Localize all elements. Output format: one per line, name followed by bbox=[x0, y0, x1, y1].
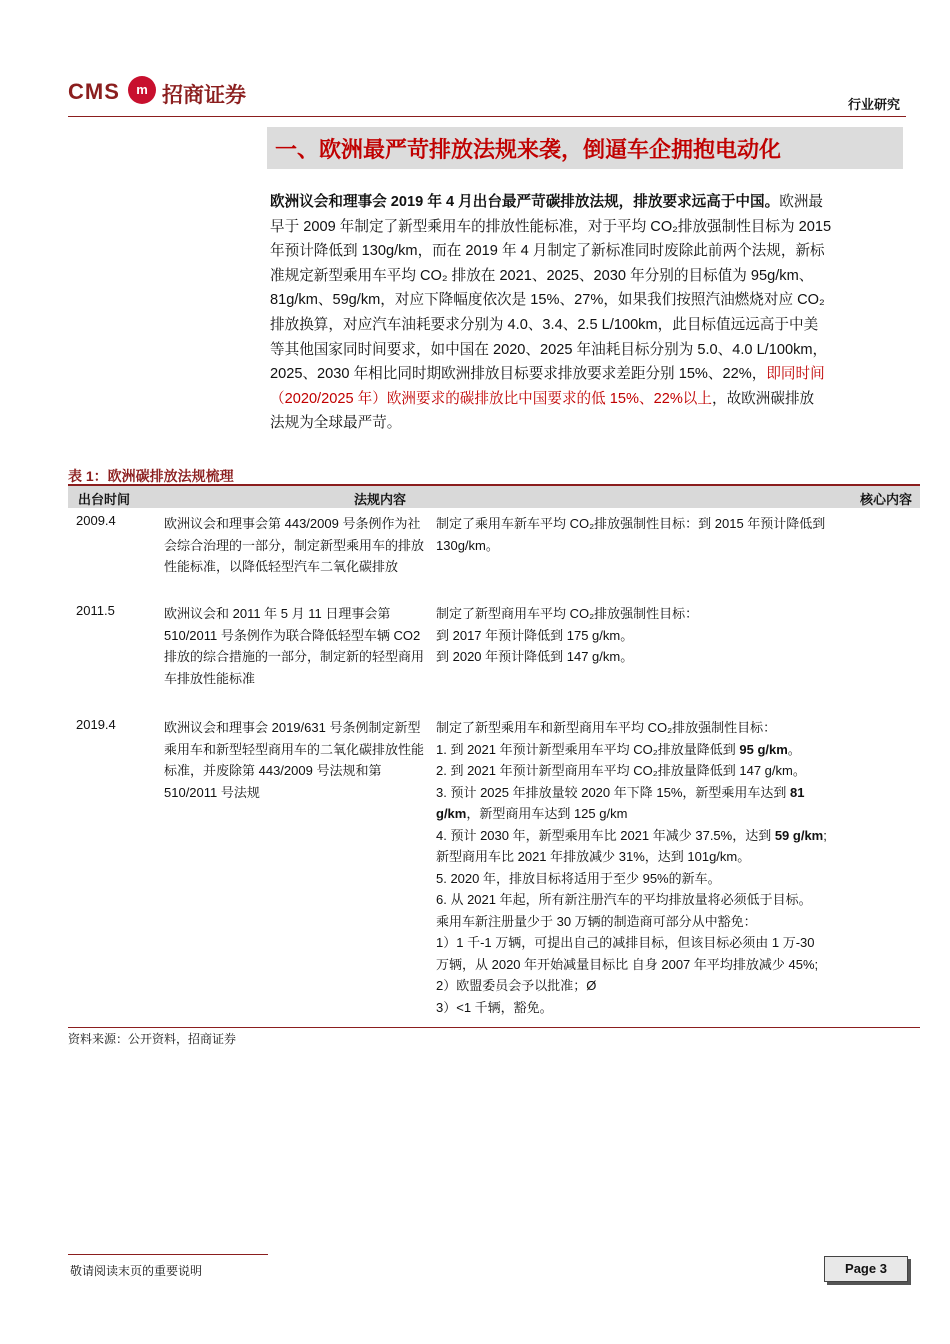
table-title: 表 1：欧洲碳排放法规梳理 bbox=[68, 468, 234, 484]
footer-disclaimer-link[interactable]: 敬请阅读末页的重要说明 bbox=[70, 1264, 203, 1278]
logo-text-cn: 招商证券 bbox=[162, 82, 246, 107]
logo-text-en: CMS bbox=[68, 79, 120, 104]
para-lead: 欧洲议会和理事会 2019 年 4 月出台最严苛碳排放法规，排放要求远高于中国。 bbox=[270, 194, 780, 210]
core-line: 3. 预计 2025 年排放量较 2020 年下降 15%，新型乘用车达到 81 bbox=[436, 784, 805, 800]
logo-mark-icon: m bbox=[128, 76, 156, 104]
footer-divider bbox=[68, 1254, 268, 1255]
table-row bbox=[68, 598, 920, 712]
regulation-table bbox=[68, 484, 920, 1022]
core-line: 2. 到 2021 年预计新型商用车平均 CO₂排放量降低到 147 g/km。 bbox=[436, 763, 806, 778]
table-row bbox=[68, 712, 920, 1022]
para-line bbox=[270, 387, 902, 412]
header-date: 出台时间 bbox=[78, 492, 131, 507]
para-line: 81g/km、59g/km，对应下降幅度依次是 15%、27%，如果我们按照汽油燃烧对应 CO₂ bbox=[270, 292, 825, 309]
core-line: 到 2017 年预计降低到 175 g/km。 bbox=[436, 627, 634, 643]
para-text: 2025、2030 年相比同时期欧洲排放目标要求排放要求差距分别 15%、22%， bbox=[270, 366, 767, 383]
body-paragraph bbox=[270, 190, 902, 436]
core-line: 新型商用车比 2021 年排放减少 31%，达到 101g/km。 bbox=[436, 849, 751, 864]
row-date: 2011.5 bbox=[76, 603, 115, 618]
para-text: ，故欧洲碳排放 bbox=[711, 390, 815, 407]
core-line: 3）<1 千辆，豁免。 bbox=[436, 999, 553, 1015]
section-title: 一、欧洲最严苛排放法规来袭，倒逼车企拥抱电动化 bbox=[275, 137, 782, 162]
para-line: 年预计降低到 130g/km，而在 2019 年 4 月制定了新标准同时废除此前两个法规，新标 bbox=[270, 243, 825, 260]
core-line: g/km，新型商用车达到 125 g/km bbox=[436, 806, 628, 821]
table-bottom-rule bbox=[68, 1027, 920, 1028]
para-line: 早于 2009 年制定了新型乘用车的排放性能标准，对于平均 CO₂排放强制性目标为 2015 bbox=[270, 218, 832, 235]
table-header-row bbox=[68, 486, 920, 508]
core-line: 1）1 千-1 万辆，可提出自己的减排目标，但该目标必须由 1 万-30 bbox=[436, 935, 815, 950]
core-line: 制定了乘用车新车平均 CO₂排放强制性目标：到 2015 年预计降低到 bbox=[436, 516, 826, 531]
page-number: Page 3 bbox=[824, 1256, 908, 1282]
para-line: 法规为全球最严苛。 bbox=[270, 415, 402, 432]
para-line bbox=[270, 190, 902, 215]
core-line: 6. 从 2021 年起，所有新注册汽车的平均排放量将必须低于目标。 bbox=[436, 892, 812, 907]
core-line: 到 2020 年预计降低到 147 g/km。 bbox=[436, 649, 634, 664]
para-line: 排放换算，对应汽车油耗要求分别为 4.0、3.4、2.5 L/100km，此目标值远远高于中美 bbox=[270, 316, 819, 333]
core-line: 1. 到 2021 年预计新型乘用车平均 CO₂排放量降低到 95 g/km。 bbox=[436, 741, 801, 757]
report-category: 行业研究 bbox=[847, 97, 900, 112]
para-text: 欧洲最 bbox=[779, 194, 824, 210]
row-core bbox=[436, 717, 920, 1018]
para-line: 准规定新型乘用车平均 CO₂ 排放在 2021、2025、2030 年分别的目标值为 95g/km、 bbox=[270, 267, 814, 284]
row-date: 2009.4 bbox=[76, 513, 116, 528]
header-divider bbox=[68, 116, 906, 117]
company-logo bbox=[68, 76, 268, 108]
core-line: 130g/km。 bbox=[436, 537, 499, 553]
row-core bbox=[436, 603, 920, 668]
section-heading-band bbox=[267, 127, 903, 169]
row-regulation: 欧洲议会和理事会第 443/2009 号条例作为社会综合治理的一部分，制定新型乘用车的排放性能标准，以降低轻型汽车二氧化碳排放 bbox=[164, 516, 425, 574]
core-line: 乘用车新注册量少于 30 万辆的制造商可部分从中豁免： bbox=[436, 913, 757, 929]
core-line: 制定了新型商用车平均 CO₂排放强制性目标： bbox=[436, 606, 699, 621]
para-line bbox=[270, 362, 902, 387]
header-core: 核心内容 bbox=[859, 492, 912, 507]
para-line: 等其他国家同时间要求，如中国在 2020、2025 年油耗目标分别为 5.0、4.0 L/100km， bbox=[270, 341, 828, 358]
table-row bbox=[68, 508, 920, 598]
core-line: 制定了新型乘用车和新型商用车平均 CO₂排放强制性目标： bbox=[436, 720, 777, 735]
core-line: 2）欧盟委员会予以批准；Ø bbox=[436, 978, 597, 993]
row-regulation: 欧洲议会和 2011 年 5 月 11 日理事会第 510/2011 号条例作为联合降低轻型车辆 CO2 排放的综合措施的一部分，制定新的轻型商用车排放性能标准 bbox=[164, 606, 425, 686]
row-regulation: 欧洲议会和理事会 2019/631 号条例制定新型乘用车和新型轻型商用车的二氧化碳排放性能标准，并废除第 443/2009 号法规和第 510/2011 号法规 bbox=[164, 720, 425, 800]
core-line: 4. 预计 2030 年，新型乘用车比 2021 年减少 37.5%，达到 59 g/km; bbox=[436, 827, 827, 843]
row-core bbox=[436, 513, 920, 556]
row-date: 2019.4 bbox=[76, 717, 116, 732]
table-source: 资料来源：公开资料，招商证券 bbox=[68, 1032, 237, 1046]
core-line: 万辆，从 2020 年开始减量目标比 自身 2007 年平均排放减少 45%; bbox=[436, 956, 819, 972]
para-highlight: （2020/2025 年）欧洲要求的碳排放比中国要求的低 15%、22%以上 bbox=[270, 390, 712, 407]
core-line: 5. 2020 年，排放目标将适用于至少 95%的新车。 bbox=[436, 870, 721, 886]
header-regulation: 法规内容 bbox=[354, 492, 407, 507]
para-highlight: 即同时间 bbox=[766, 366, 825, 383]
